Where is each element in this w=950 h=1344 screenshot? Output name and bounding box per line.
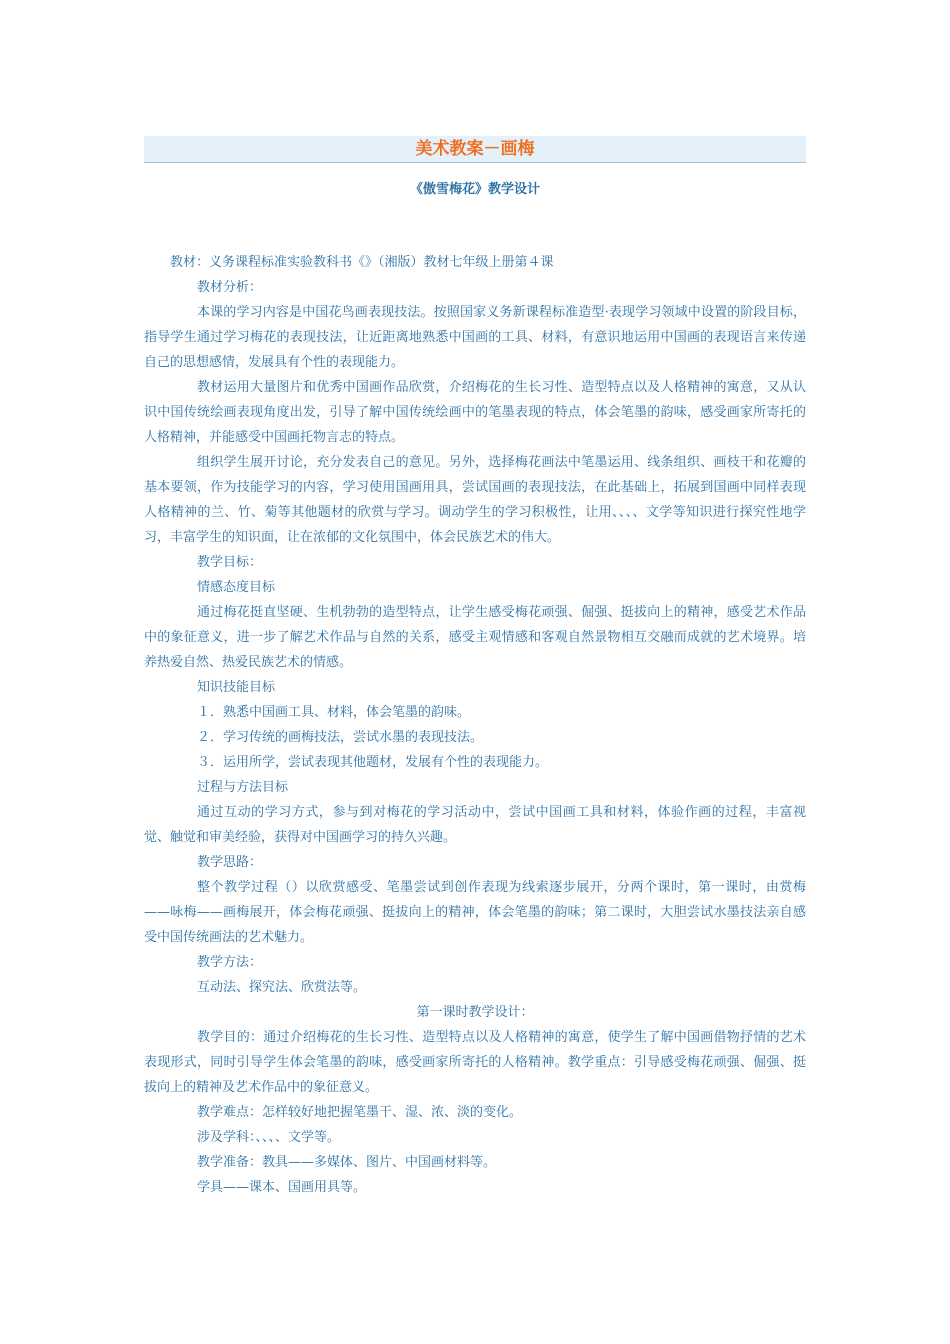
paragraph: 教学准备：教具——多媒体、图片、中国画材料等。 (197, 1155, 497, 1170)
paragraph-textbook: 教材：义务课程标准实验教科书《》（湘版）教材七年级上册第４课 (170, 255, 554, 270)
heading-first-lesson: 第一课时教学设计： (416, 1005, 534, 1020)
document-body (144, 250, 806, 1200)
list-item: ３．运用所学，尝试表现其他题材，发展有个性的表现能力。 (197, 755, 549, 770)
heading-teaching-approach: 教学思路： (197, 855, 263, 870)
paragraph: 学具——课本、国画用具等。 (197, 1180, 367, 1195)
paragraph: 组织学生展开讨论，充分发表自己的意见。另外，选择梅花画法中笔墨运用、线条组织、画枝干和花瓣的基本要领，作为技能学习的内容，学习使用国画用具，尝试国画的表现技法，在此基础上，拓展到国画中同样表现人格精神的兰、竹、菊等其他题材的欣赏与学习。调动学生的学习积极性，让用、、、、文学等知识进行探究性地学习，丰富学生的知识面，让在浓郁的文化氛围中，体会民族艺术的伟大。 (144, 455, 806, 545)
paragraph: 通过梅花挺直坚硬、生机勃勃的造型特点，让学生感受梅花顽强、倔强、挺拔向上的精神，感受艺术作品中的象征意义，进一步了解艺术作品与自然的关系，感受主观情感和客观自然景物相互交融而成就的艺术境界。培养热爱自然、热爱民族艺术的情感。 (144, 605, 806, 670)
list-item: １．熟悉中国画工具、材料，体会笔墨的韵味。 (197, 705, 471, 720)
heading-skill-goals: 知识技能目标 (197, 680, 276, 695)
heading-emotion-goals: 情感态度目标 (197, 580, 276, 595)
title-bar (144, 136, 806, 163)
paragraph: 互动法、探究法、欣赏法等。 (197, 980, 367, 995)
paragraph: 涉及学科：、、、、文学等。 (197, 1130, 341, 1145)
paragraph: 教学难点：怎样较好地把握笔墨干、湿、浓、淡的变化。 (197, 1105, 523, 1120)
paragraph: 通过互动的学习方式，参与到对梅花的学习活动中，尝试中国画工具和材料，体验作画的过程，丰富视觉、触觉和审美经验，获得对中国画学习的持久兴趣。 (144, 805, 806, 845)
heading-teaching-goals: 教学目标： (197, 555, 263, 570)
heading-teaching-method: 教学方法： (197, 955, 263, 970)
heading-textbook-analysis: 教材分析： (197, 280, 263, 295)
paragraph: 教学目的：通过介绍梅花的生长习性、造型特点以及人格精神的寓意，使学生了解中国画借物抒情的艺术表现形式，同时引导学生体会笔墨的韵味，感受画家所寄托的人格精神。教学重点：引导感受梅花顽强、倔强、挺拔向上的精神及艺术作品中的象征意义。 (144, 1030, 806, 1095)
heading-process-goals: 过程与方法目标 (197, 780, 289, 795)
document-title: 美术教案－画梅 (415, 139, 535, 159)
paragraph: 整个教学过程（）以欣赏感受、笔墨尝试到创作表现为线索逐步展开，分两个课时，第一课时，由赏梅——咏梅——画梅展开，体会梅花顽强、挺拔向上的精神，体会笔墨的韵味；第二课时，大胆尝试水墨技法亲自感受中国传统画法的艺术魅力。 (144, 880, 806, 945)
paragraph: 本课的学习内容是中国花鸟画表现技法。按照国家义务新课程标准造型·表现学习领域中设置的阶段目标，指导学生通过学习梅花的表现技法，让近距离地熟悉中国画的工具、材料，有意识地运用中国画的表现语言来传递自己的思想感情，发展具有个性的表现能力。 (144, 305, 806, 370)
list-item: ２．学习传统的画梅技法，尝试水墨的表现技法。 (197, 730, 484, 745)
paragraph: 教材运用大量图片和优秀中国画作品欣赏，介绍梅花的生长习性、造型特点以及人格精神的寓意，又从认识中国传统绘画表现角度出发，引导了解中国传统绘画中的笔墨表现的特点，体会笔墨的韵味，感受画家所寄托的人格精神，并能感受中国画托物言志的特点。 (144, 380, 806, 445)
document-subtitle: 《傲雪梅花》教学设计 (409, 182, 540, 197)
